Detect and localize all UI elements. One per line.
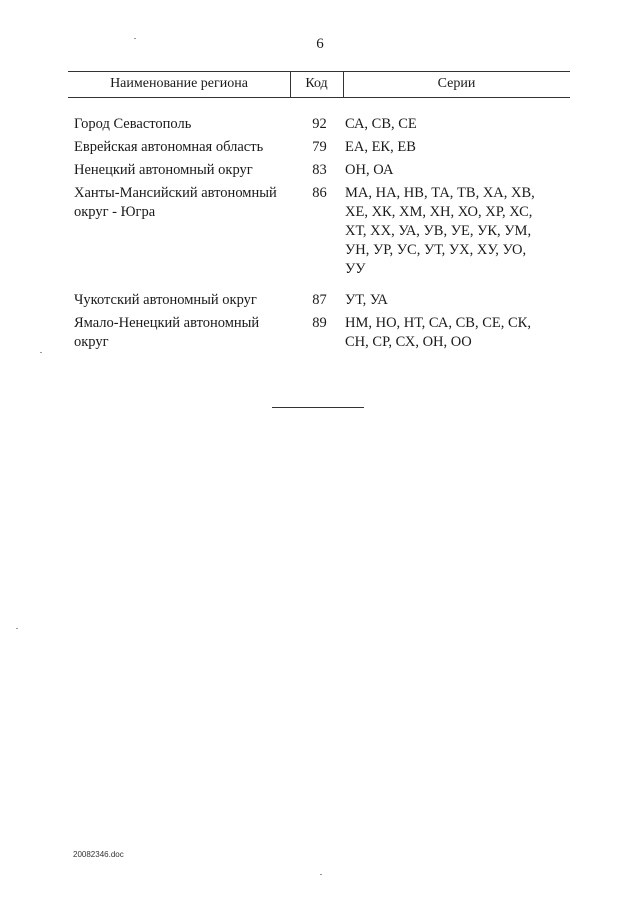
series-cell: ОН, ОА — [345, 162, 394, 178]
series-cell: СА, СВ, СЕ — [345, 116, 417, 132]
table-row — [74, 314, 570, 352]
code-cell: 83 — [312, 162, 327, 178]
table-row — [74, 161, 570, 180]
table-row — [74, 138, 570, 157]
region-cell: Ханты-Мансийский автономный округ - Югра — [74, 185, 277, 220]
code-cell: 87 — [312, 292, 327, 308]
scan-speck — [320, 874, 322, 875]
scan-speck — [16, 628, 18, 629]
table-row — [74, 184, 570, 279]
region-cell: Еврейская автономная область — [74, 139, 264, 155]
code-cell: 79 — [312, 139, 327, 155]
table-row — [74, 291, 570, 310]
table-row — [74, 115, 570, 134]
code-cell: 92 — [312, 116, 327, 132]
table-top-rule — [68, 71, 570, 72]
code-cell: 89 — [312, 315, 327, 331]
header-code: Код — [305, 76, 328, 91]
series-cell: УТ, УА — [345, 292, 388, 308]
table-header-rule — [68, 97, 570, 98]
table-body — [74, 115, 570, 356]
region-cell: Ненецкий автономный округ — [74, 162, 253, 178]
series-cell: МА, НА, НВ, ТА, ТВ, ХА, ХВ, ХЕ, ХК, ХМ, ХН, ХО, ХР, ХС, ХТ, ХХ, УА, УВ, УЕ, УК, УМ, УН, УР, УС, УТ, УХ, ХУ, УО, УУ — [345, 185, 535, 277]
series-cell: ЕА, ЕК, ЕВ — [345, 139, 416, 155]
region-cell: Город Севастополь — [74, 116, 192, 132]
header-region: Наименование региона — [110, 76, 248, 91]
end-of-table-rule — [272, 407, 364, 408]
region-cell: Ямало-Ненецкий автономный округ — [74, 315, 260, 350]
document-filename: 20082346.doc — [73, 850, 124, 859]
code-cell: 86 — [312, 185, 327, 201]
series-cell: НМ, НО, НТ, СА, СВ, СЕ, СК, СН, СР, СХ, ОН, ОО — [345, 315, 531, 350]
scan-speck — [134, 38, 136, 39]
region-cell: Чукотский автономный округ — [74, 292, 257, 308]
header-series: Серии — [437, 76, 476, 91]
scan-speck — [40, 352, 42, 353]
page-number: 6 — [316, 36, 324, 52]
